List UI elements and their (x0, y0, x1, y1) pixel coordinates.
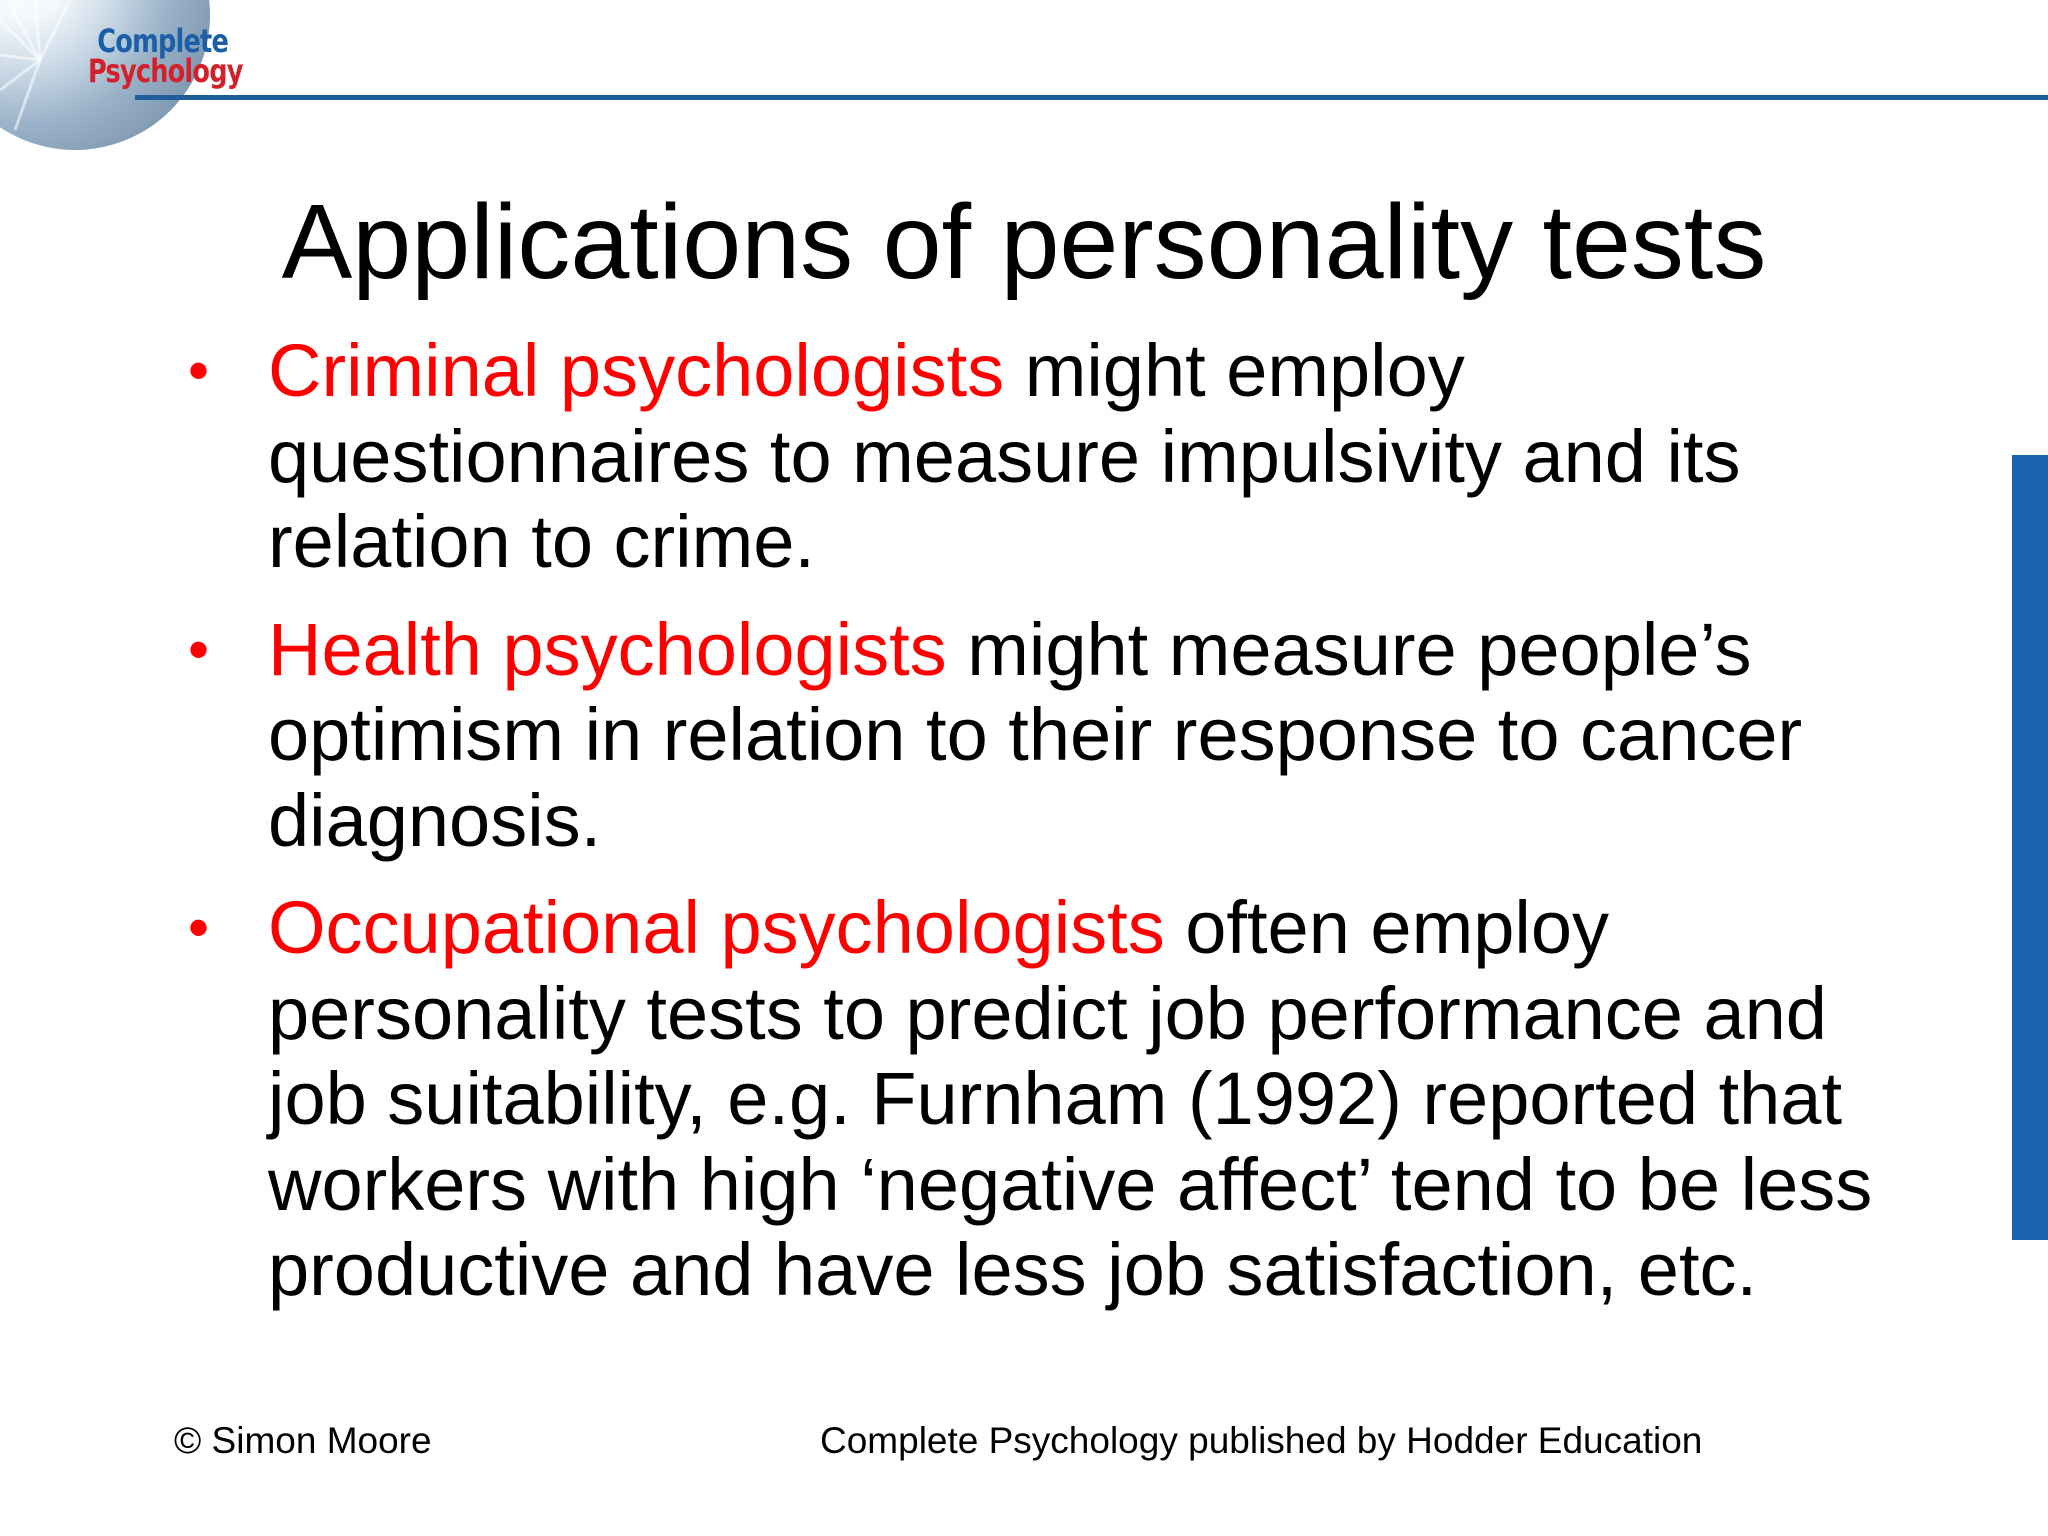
bullet-list (188, 328, 1908, 1335)
bullet-text: might employ questionnaires to measure impulsivity and its relation to crime. (268, 329, 1741, 583)
logo-line-complete: Complete (97, 22, 228, 60)
bullet-item-health (188, 607, 1908, 864)
bullet-highlight: Occupational psychologists (268, 886, 1165, 969)
bullet-highlight: Criminal psychologists (268, 329, 1005, 412)
footer-publisher: Complete Psychology published by Hodder Education (820, 1420, 1703, 1461)
bullet-icon: • (188, 894, 210, 961)
bullet-icon: • (188, 337, 210, 404)
logo-line-psychology: Psychology (88, 52, 243, 90)
bullet-text: might measure people’s optimism in relation to their response to cancer diagnosis. (268, 607, 1803, 862)
bullet-item-criminal (188, 328, 1908, 585)
bullet-highlight: Health psychologists (268, 607, 947, 691)
footer-copyright: © Simon Moore (174, 1420, 432, 1461)
bullet-text: often employ personality tests to predict job performance and job suitability, e.g. Furnham (1992) reported that workers with high ‘negative affect’ tend to be less productive and have less job satisfaction, etc. (268, 886, 1873, 1311)
logo-wordmark (88, 22, 243, 90)
header-rule (135, 95, 2048, 100)
bullet-item-occupational (188, 885, 1908, 1313)
side-accent-bar (2012, 455, 2048, 1240)
slide-title: Applications of personality tests (281, 183, 1767, 301)
bullet-icon: • (188, 615, 210, 683)
